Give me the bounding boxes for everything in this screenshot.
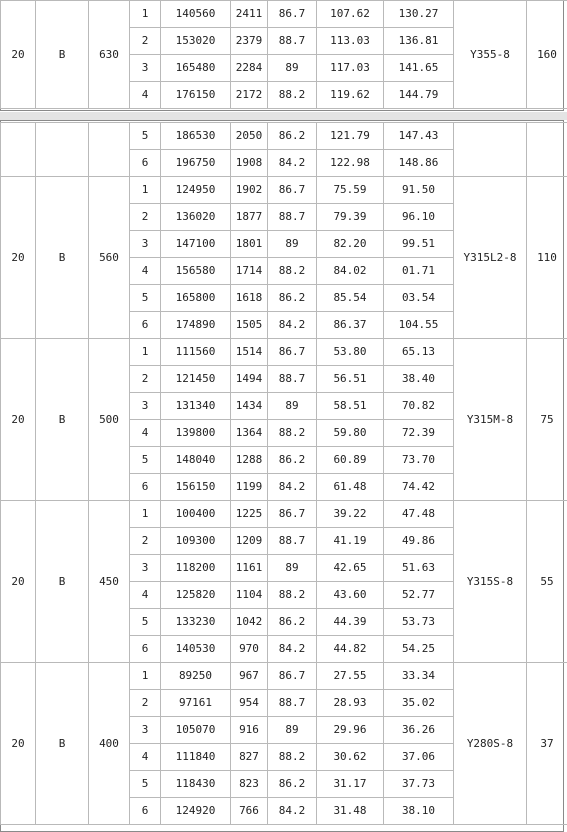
efficiency-value-cell: 86.2 <box>268 285 317 312</box>
stage-cell: 20 <box>1 501 36 663</box>
motor-power-cell: 38.40 <box>384 366 454 393</box>
top-data-table <box>0 0 567 109</box>
pressure-value-cell: 916 <box>231 717 268 744</box>
grade-cell: B <box>36 501 89 663</box>
stage-cell: 20 <box>1 177 36 339</box>
shaft-power-cell: 107.62 <box>317 1 384 28</box>
pressure-value-cell: 1494 <box>231 366 268 393</box>
motor-power-cell: 130.27 <box>384 1 454 28</box>
efficiency-value-cell: 89 <box>268 231 317 258</box>
efficiency-value-cell: 86.7 <box>268 1 317 28</box>
shaft-power-cell: 119.62 <box>317 82 384 109</box>
pressure-value-cell: 2411 <box>231 1 268 28</box>
pressure-value-cell: 2172 <box>231 82 268 109</box>
step-number-cell: 1 <box>130 177 161 204</box>
shaft-power-cell: 86.37 <box>317 312 384 339</box>
motor-power-cell: 53.73 <box>384 609 454 636</box>
flow-value-cell: 109300 <box>161 528 231 555</box>
step-number-cell: 2 <box>130 204 161 231</box>
grade-cell: B <box>36 177 89 339</box>
efficiency-value-cell: 86.2 <box>268 771 317 798</box>
table-row <box>1 1 567 28</box>
flow-value-cell: 148040 <box>161 447 231 474</box>
motor-model-cell <box>454 123 527 177</box>
pressure-value-cell: 1161 <box>231 555 268 582</box>
motor-power-cell: 74.42 <box>384 474 454 501</box>
pressure-value-cell: 1104 <box>231 582 268 609</box>
step-number-cell: 3 <box>130 231 161 258</box>
pressure-value-cell: 1714 <box>231 258 268 285</box>
motor-power-cell: 148.86 <box>384 150 454 177</box>
table-row <box>1 501 567 528</box>
flow-value-cell: 100400 <box>161 501 231 528</box>
flow-value-cell: 140530 <box>161 636 231 663</box>
motor-power-cell: 99.51 <box>384 231 454 258</box>
step-number-cell: 2 <box>130 28 161 55</box>
table-row <box>1 663 567 690</box>
efficiency-value-cell: 88.2 <box>268 582 317 609</box>
flow-value-cell: 139800 <box>161 420 231 447</box>
grade-cell: B <box>36 339 89 501</box>
motor-power-cell: 38.10 <box>384 798 454 825</box>
shaft-power-cell: 113.03 <box>317 28 384 55</box>
shaft-power-cell: 117.03 <box>317 55 384 82</box>
pressure-value-cell: 1902 <box>231 177 268 204</box>
step-number-cell: 3 <box>130 393 161 420</box>
stage-cell: 20 <box>1 663 36 825</box>
pressure-value-cell: 1225 <box>231 501 268 528</box>
page-break-separator <box>0 112 567 120</box>
pressure-value-cell: 1199 <box>231 474 268 501</box>
pressure-value-cell: 1908 <box>231 150 268 177</box>
flow-value-cell: 111560 <box>161 339 231 366</box>
motor-model-cell: Y315S-8 <box>454 501 527 663</box>
shaft-power-cell: 121.79 <box>317 123 384 150</box>
efficiency-value-cell: 84.2 <box>268 798 317 825</box>
main-data-table <box>0 122 567 825</box>
pressure-value-cell: 1618 <box>231 285 268 312</box>
shaft-power-cell: 39.22 <box>317 501 384 528</box>
step-number-cell: 1 <box>130 501 161 528</box>
flow-value-cell: 124950 <box>161 177 231 204</box>
rated-power-cell: 55 <box>527 501 567 663</box>
step-number-cell: 3 <box>130 55 161 82</box>
flow-value-cell: 165800 <box>161 285 231 312</box>
motor-power-cell: 141.65 <box>384 55 454 82</box>
flow-value-cell: 196750 <box>161 150 231 177</box>
flow-value-cell: 136020 <box>161 204 231 231</box>
grade-cell: B <box>36 663 89 825</box>
rated-power-cell: 75 <box>527 339 567 501</box>
stage-cell: 20 <box>1 339 36 501</box>
step-number-cell: 5 <box>130 771 161 798</box>
step-number-cell: 6 <box>130 798 161 825</box>
step-number-cell: 3 <box>130 555 161 582</box>
shaft-power-cell: 28.93 <box>317 690 384 717</box>
flow-value-cell: 89250 <box>161 663 231 690</box>
flow-value-cell: 118430 <box>161 771 231 798</box>
pressure-value-cell: 2050 <box>231 123 268 150</box>
shaft-power-cell: 41.19 <box>317 528 384 555</box>
grade-cell: B <box>36 1 89 109</box>
flow-value-cell: 133230 <box>161 609 231 636</box>
shaft-power-cell: 122.98 <box>317 150 384 177</box>
rated-power-cell <box>527 123 567 177</box>
flow-value-cell: 156150 <box>161 474 231 501</box>
pressure-value-cell: 1514 <box>231 339 268 366</box>
shaft-power-cell: 30.62 <box>317 744 384 771</box>
size-cell: 630 <box>89 1 130 109</box>
shaft-power-cell: 43.60 <box>317 582 384 609</box>
table-row <box>1 177 567 204</box>
shaft-power-cell: 61.48 <box>317 474 384 501</box>
step-number-cell: 2 <box>130 528 161 555</box>
pressure-value-cell: 967 <box>231 663 268 690</box>
step-number-cell: 5 <box>130 609 161 636</box>
motor-power-cell: 47.48 <box>384 501 454 528</box>
efficiency-value-cell: 88.2 <box>268 258 317 285</box>
motor-power-cell: 65.13 <box>384 339 454 366</box>
efficiency-value-cell: 88.2 <box>268 82 317 109</box>
efficiency-value-cell: 86.7 <box>268 501 317 528</box>
rated-power-cell: 160 <box>527 1 567 109</box>
pressure-value-cell: 823 <box>231 771 268 798</box>
shaft-power-cell: 58.51 <box>317 393 384 420</box>
motor-power-cell: 37.06 <box>384 744 454 771</box>
efficiency-value-cell: 88.7 <box>268 204 317 231</box>
step-number-cell: 5 <box>130 447 161 474</box>
size-cell: 450 <box>89 501 130 663</box>
pressure-value-cell: 1505 <box>231 312 268 339</box>
efficiency-value-cell: 88.7 <box>268 528 317 555</box>
shaft-power-cell: 59.80 <box>317 420 384 447</box>
motor-power-cell: 136.81 <box>384 28 454 55</box>
efficiency-value-cell: 84.2 <box>268 150 317 177</box>
motor-power-cell: 70.82 <box>384 393 454 420</box>
size-cell: 560 <box>89 177 130 339</box>
efficiency-value-cell: 86.2 <box>268 123 317 150</box>
size-cell <box>89 123 130 177</box>
efficiency-value-cell: 89 <box>268 717 317 744</box>
pressure-value-cell: 1209 <box>231 528 268 555</box>
pressure-value-cell: 1801 <box>231 231 268 258</box>
efficiency-value-cell: 84.2 <box>268 474 317 501</box>
motor-power-cell: 73.70 <box>384 447 454 474</box>
efficiency-value-cell: 86.7 <box>268 663 317 690</box>
motor-model-cell: Y355-8 <box>454 1 527 109</box>
shaft-power-cell: 56.51 <box>317 366 384 393</box>
efficiency-value-cell: 86.2 <box>268 447 317 474</box>
motor-power-cell: 104.55 <box>384 312 454 339</box>
pressure-value-cell: 827 <box>231 744 268 771</box>
step-number-cell: 2 <box>130 690 161 717</box>
flow-value-cell: 124920 <box>161 798 231 825</box>
grade-cell <box>36 123 89 177</box>
size-cell: 400 <box>89 663 130 825</box>
efficiency-value-cell: 84.2 <box>268 636 317 663</box>
step-number-cell: 2 <box>130 366 161 393</box>
pressure-value-cell: 2284 <box>231 55 268 82</box>
step-number-cell: 4 <box>130 582 161 609</box>
flow-value-cell: 121450 <box>161 366 231 393</box>
efficiency-value-cell: 88.7 <box>268 28 317 55</box>
flow-value-cell: 105070 <box>161 717 231 744</box>
pressure-value-cell: 954 <box>231 690 268 717</box>
flow-value-cell: 156580 <box>161 258 231 285</box>
shaft-power-cell: 53.80 <box>317 339 384 366</box>
step-number-cell: 5 <box>130 123 161 150</box>
pressure-value-cell: 970 <box>231 636 268 663</box>
shaft-power-cell: 82.20 <box>317 231 384 258</box>
flow-value-cell: 186530 <box>161 123 231 150</box>
stage-cell: 20 <box>1 1 36 109</box>
motor-power-cell: 33.34 <box>384 663 454 690</box>
rated-power-cell: 37 <box>527 663 567 825</box>
pressure-value-cell: 1364 <box>231 420 268 447</box>
motor-power-cell: 36.26 <box>384 717 454 744</box>
step-number-cell: 6 <box>130 150 161 177</box>
shaft-power-cell: 29.96 <box>317 717 384 744</box>
size-cell: 500 <box>89 339 130 501</box>
motor-power-cell: 35.02 <box>384 690 454 717</box>
efficiency-value-cell: 88.7 <box>268 690 317 717</box>
efficiency-value-cell: 89 <box>268 393 317 420</box>
flow-value-cell: 153020 <box>161 28 231 55</box>
shaft-power-cell: 79.39 <box>317 204 384 231</box>
efficiency-value-cell: 86.7 <box>268 177 317 204</box>
efficiency-value-cell: 86.7 <box>268 339 317 366</box>
step-number-cell: 6 <box>130 474 161 501</box>
rated-power-cell: 110 <box>527 177 567 339</box>
step-number-cell: 1 <box>130 1 161 28</box>
flow-value-cell: 140560 <box>161 1 231 28</box>
shaft-power-cell: 44.82 <box>317 636 384 663</box>
motor-model-cell: Y280S-8 <box>454 663 527 825</box>
shaft-power-cell: 85.54 <box>317 285 384 312</box>
step-number-cell: 4 <box>130 744 161 771</box>
efficiency-value-cell: 89 <box>268 555 317 582</box>
pressure-value-cell: 1042 <box>231 609 268 636</box>
pressure-value-cell: 1288 <box>231 447 268 474</box>
flow-value-cell: 131340 <box>161 393 231 420</box>
flow-value-cell: 165480 <box>161 55 231 82</box>
flow-value-cell: 111840 <box>161 744 231 771</box>
flow-value-cell: 118200 <box>161 555 231 582</box>
motor-power-cell: 96.10 <box>384 204 454 231</box>
motor-power-cell: 37.73 <box>384 771 454 798</box>
motor-power-cell: 49.86 <box>384 528 454 555</box>
motor-power-cell: 03.54 <box>384 285 454 312</box>
motor-power-cell: 72.39 <box>384 420 454 447</box>
efficiency-value-cell: 88.7 <box>268 366 317 393</box>
motor-model-cell: Y315M-8 <box>454 339 527 501</box>
step-number-cell: 3 <box>130 717 161 744</box>
shaft-power-cell: 31.48 <box>317 798 384 825</box>
motor-model-cell: Y315L2-8 <box>454 177 527 339</box>
shaft-power-cell: 60.89 <box>317 447 384 474</box>
efficiency-value-cell: 88.2 <box>268 744 317 771</box>
step-number-cell: 6 <box>130 636 161 663</box>
flow-value-cell: 97161 <box>161 690 231 717</box>
flow-value-cell: 147100 <box>161 231 231 258</box>
flow-value-cell: 125820 <box>161 582 231 609</box>
efficiency-value-cell: 84.2 <box>268 312 317 339</box>
shaft-power-cell: 75.59 <box>317 177 384 204</box>
motor-power-cell: 54.25 <box>384 636 454 663</box>
shaft-power-cell: 84.02 <box>317 258 384 285</box>
step-number-cell: 5 <box>130 285 161 312</box>
pressure-value-cell: 1434 <box>231 393 268 420</box>
flow-value-cell: 176150 <box>161 82 231 109</box>
efficiency-value-cell: 88.2 <box>268 420 317 447</box>
step-number-cell: 1 <box>130 339 161 366</box>
step-number-cell: 4 <box>130 258 161 285</box>
step-number-cell: 1 <box>130 663 161 690</box>
pressure-value-cell: 1877 <box>231 204 268 231</box>
step-number-cell: 4 <box>130 82 161 109</box>
motor-power-cell: 147.43 <box>384 123 454 150</box>
motor-power-cell: 01.71 <box>384 258 454 285</box>
motor-power-cell: 91.50 <box>384 177 454 204</box>
motor-power-cell: 51.63 <box>384 555 454 582</box>
pressure-value-cell: 2379 <box>231 28 268 55</box>
stage-cell <box>1 123 36 177</box>
efficiency-value-cell: 86.2 <box>268 609 317 636</box>
pressure-value-cell: 766 <box>231 798 268 825</box>
table-row <box>1 123 567 150</box>
shaft-power-cell: 44.39 <box>317 609 384 636</box>
table-row <box>1 339 567 366</box>
efficiency-value-cell: 89 <box>268 55 317 82</box>
motor-power-cell: 144.79 <box>384 82 454 109</box>
step-number-cell: 6 <box>130 312 161 339</box>
step-number-cell: 4 <box>130 420 161 447</box>
shaft-power-cell: 31.17 <box>317 771 384 798</box>
shaft-power-cell: 27.55 <box>317 663 384 690</box>
motor-power-cell: 52.77 <box>384 582 454 609</box>
shaft-power-cell: 42.65 <box>317 555 384 582</box>
flow-value-cell: 174890 <box>161 312 231 339</box>
